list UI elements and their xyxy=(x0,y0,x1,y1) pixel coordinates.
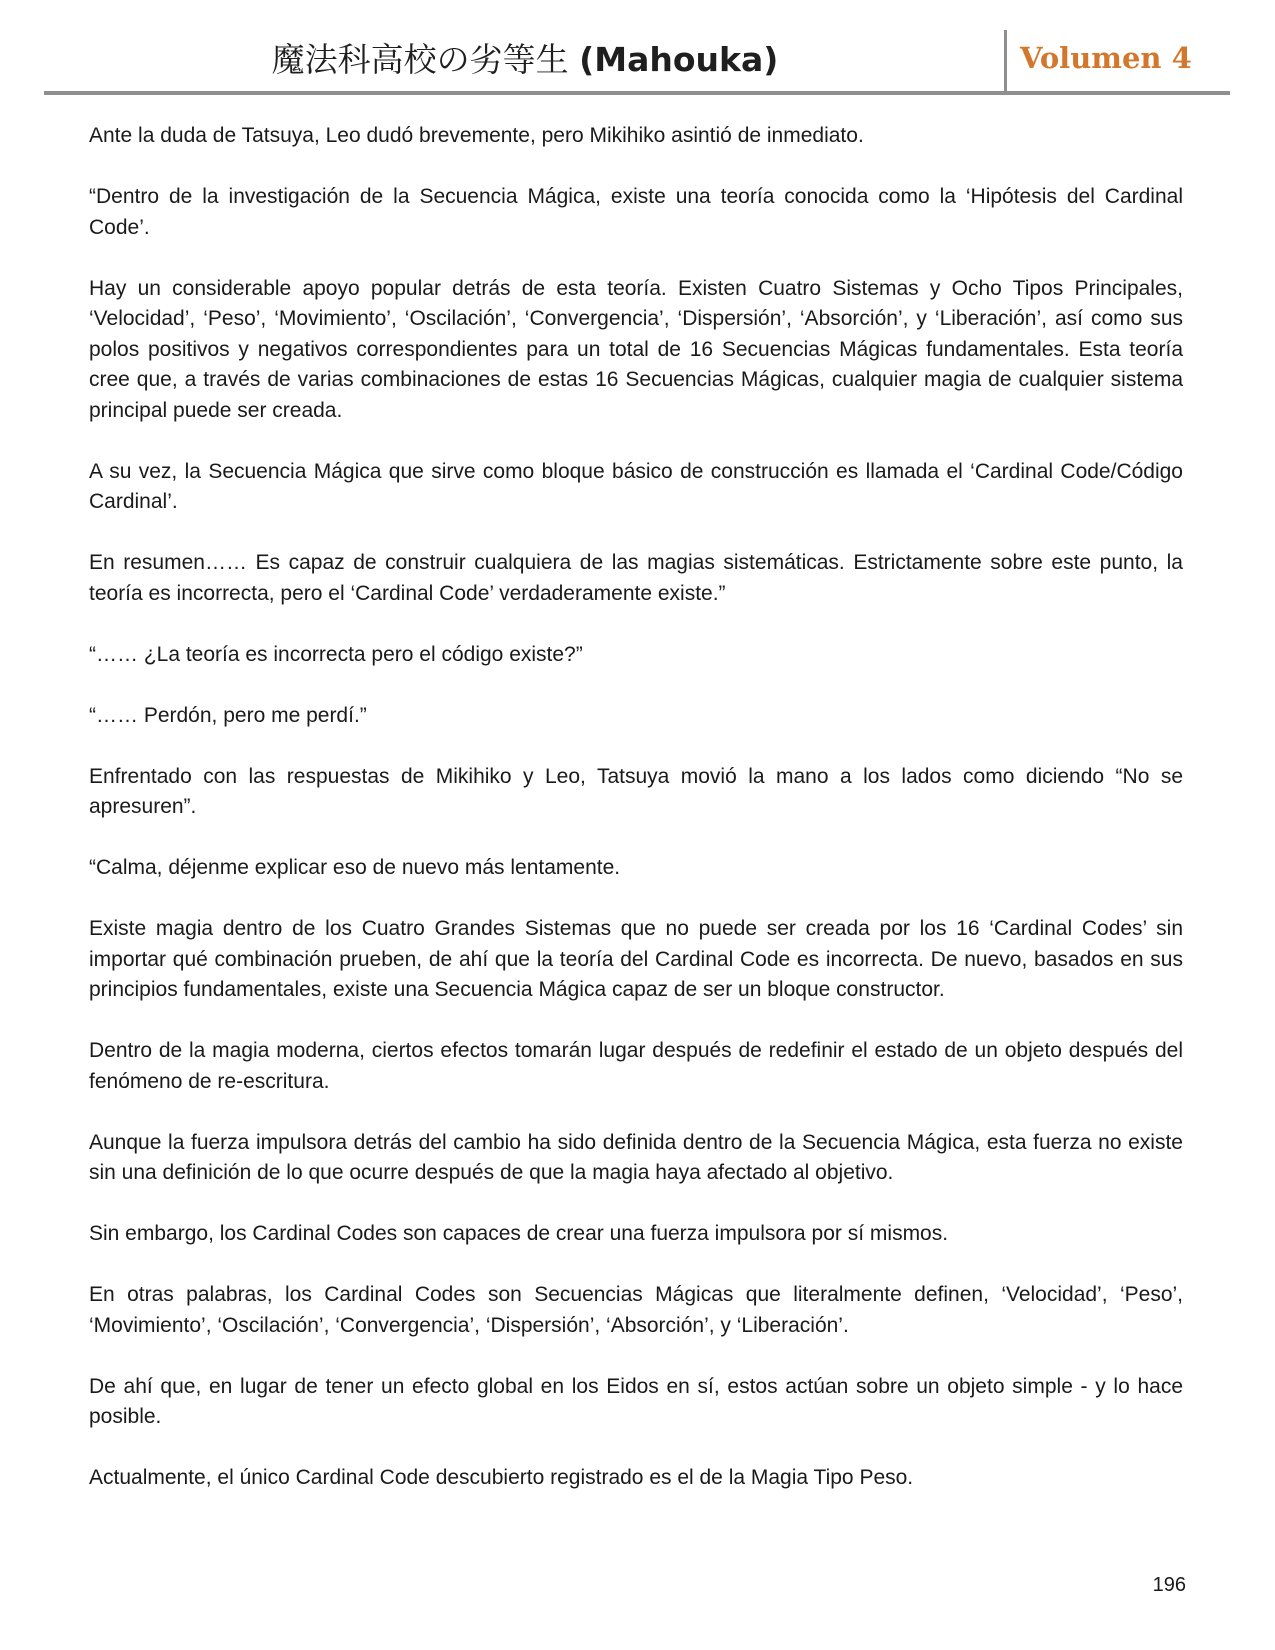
paragraph: Actualmente, el único Cardinal Code descubierto registrado es el de la Magia Tipo Peso. xyxy=(89,1466,914,1489)
paragraph: En otras palabras, los Cardinal Codes son Secuencias Mágicas que literalmente definen, ‘Velocidad’, ‘Peso’, ‘Movimiento’, ‘Oscilación’, ‘Convergencia’, ‘Dispersión’, ‘Absorción’, y ‘Liberación’. xyxy=(89,1283,1183,1337)
paragraph: Aunque la fuerza impulsora detrás del cambio ha sido definida dentro de la Secuencia Mágica, esta fuerza no existe sin una definición de lo que ocurre después de que la magia haya afectado al objetivo. xyxy=(89,1130,1183,1184)
paragraph: “Dentro de la investigación de la Secuencia Mágica, existe una teoría conocida como la ‘Hipótesis del Cardinal Code’. xyxy=(89,185,1183,239)
book-title-romaji: (Mahouka) xyxy=(579,40,779,79)
paragraph: “…… Perdón, pero me perdí.” xyxy=(89,703,367,727)
page-header xyxy=(0,0,1275,96)
paragraph: Sin embargo, los Cardinal Codes son capaces de crear una fuerza impulsora por sí mismos. xyxy=(89,1222,949,1245)
paragraph: Existe magia dentro de los Cuatro Grandes Sistemas que no puede ser creada por los 16 ‘Cardinal Codes’ sin importar qué combinación prueben, de ahí que la teoría del Cardinal Code es incorrecta. De nuevo, basados en sus principios fundamentales, existe una Secuencia Mágica capaz de ser un bloque constructor. xyxy=(89,917,1183,1001)
paragraph: De ahí que, en lugar de tener un efecto global en los Eidos en sí, estos actúan sobre un objeto simple - y lo hace posible. xyxy=(89,1374,1183,1428)
header-rule xyxy=(44,91,1230,95)
volume-label: Volumen 4 xyxy=(1020,41,1192,75)
book-title xyxy=(150,38,900,82)
paragraph: Hay un considerable apoyo popular detrás de esta teoría. Existen Cuatro Sistemas y Ocho Tipos Principales, ‘Velocidad’, ‘Peso’, ‘Movimiento’, ‘Oscilación’, ‘Convergencia’, ‘Dispersión’, ‘Absorción’, y ‘Liberación’, así como sus polos positivos y negativos correspondientes para un total de 16 Secuencias Mágicas fundamentales. Esta teoría cree que, a través de varias combinaciones de estas 16 Secuencias Mágicas, cualquier magia de cualquier sistema principal puede ser creada. xyxy=(89,276,1183,422)
header-divider xyxy=(1004,30,1007,92)
page-number: 196 xyxy=(1152,1574,1186,1596)
paragraph: “…… ¿La teoría es incorrecta pero el código existe?” xyxy=(89,642,583,666)
paragraph: Ante la duda de Tatsuya, Leo dudó brevemente, pero Mikihiko asintió de inmediato. xyxy=(89,124,864,147)
paragraph: Dentro de la magia moderna, ciertos efectos tomarán lugar después de redefinir el estado de un objeto después del fenómeno de re-escritura. xyxy=(89,1039,1183,1093)
body-text xyxy=(89,121,1183,1524)
paragraph: “Calma, déjenme explicar eso de nuevo más lentamente. xyxy=(89,856,621,879)
book-title-japanese: 魔法科高校の劣等生 xyxy=(271,40,569,79)
paragraph: Enfrentado con las respuestas de Mikihiko y Leo, Tatsuya movió la mano a los lados como diciendo “No se apresuren”. xyxy=(89,764,1183,818)
paragraph: A su vez, la Secuencia Mágica que sirve como bloque básico de construcción es llamada el ‘Cardinal Code/Código Cardinal’. xyxy=(89,459,1183,513)
paragraph: En resumen…… Es capaz de construir cualquiera de las magias sistemáticas. Estrictamente sobre este punto, la teoría es incorrecta, pero el ‘Cardinal Code’ verdaderamente existe.” xyxy=(89,551,1183,605)
